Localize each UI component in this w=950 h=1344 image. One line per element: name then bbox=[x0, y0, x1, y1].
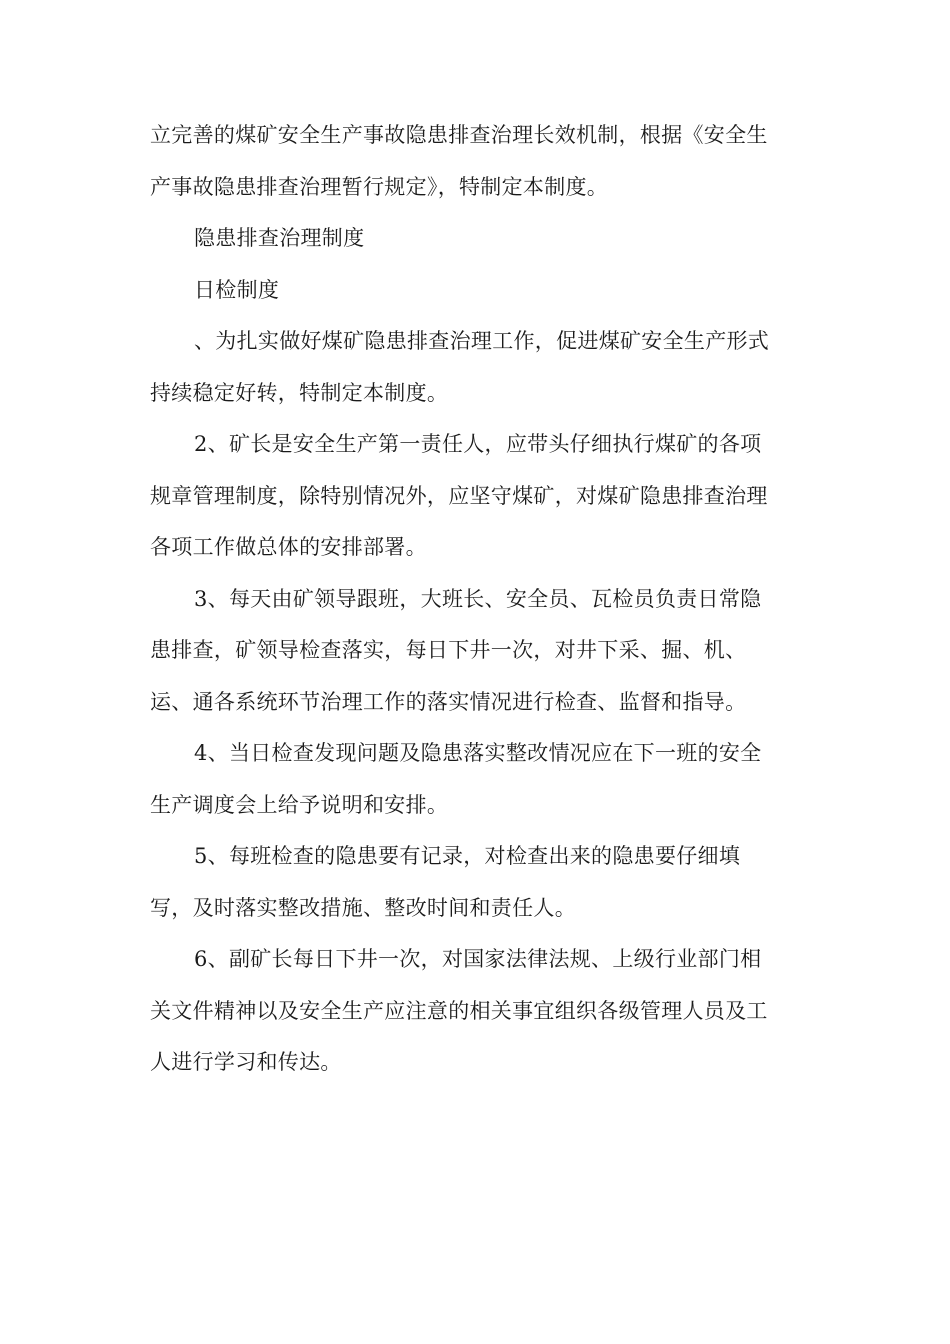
paragraph-heading-system bbox=[150, 213, 800, 265]
paragraph-item-1 bbox=[150, 316, 800, 419]
document-body bbox=[150, 110, 800, 1089]
text-line: 、为扎实做好煤矿隐患排查治理工作，促进煤矿安全生产形式 bbox=[194, 329, 770, 353]
text-line: 2、矿长是安全生产第一责任人，应带头仔细执行煤矿的各项 bbox=[194, 432, 762, 456]
text-line: 6、副矿长每日下井一次，对国家法律法规、上级行业部门相 bbox=[194, 947, 762, 971]
text-line: 写，及时落实整改措施、整改时间和责任人。 bbox=[150, 895, 576, 920]
text-line: 5、每班检查的隐患要有记录，对检查出来的隐患要仔细填 bbox=[194, 844, 741, 868]
text-line: 日检制度 bbox=[194, 277, 280, 302]
text-line: 规章管理制度，除特别情况外，应坚守煤矿，对煤矿隐患排查治理 bbox=[150, 483, 768, 508]
text-line: 产事故隐患排查治理暂行规定》，特制定本制度。 bbox=[150, 174, 609, 199]
text-line: 生产调度会上给予说明和安排。 bbox=[150, 792, 449, 817]
paragraph-item-2 bbox=[150, 419, 800, 574]
paragraph-intro bbox=[150, 110, 800, 213]
text-line: 立完善的煤矿安全生产事故隐患排查治理长效机制，根据《安全生 bbox=[150, 123, 768, 147]
paragraph-item-4 bbox=[150, 728, 800, 831]
text-line: 3、每天由矿领导跟班，大班长、安全员、瓦检员负责日常隐 bbox=[194, 586, 762, 611]
paragraph-heading-daily bbox=[150, 265, 800, 317]
text-line: 各项工作做总体的安排部署。 bbox=[150, 535, 427, 559]
text-line: 关文件精神以及安全生产应注意的相关事宜组织各级管理人员及工 bbox=[150, 998, 768, 1023]
paragraph-item-5 bbox=[150, 831, 800, 934]
paragraph-item-6 bbox=[150, 934, 800, 1089]
paragraph-item-3 bbox=[150, 574, 800, 729]
text-line: 人进行学习和传达。 bbox=[150, 1050, 342, 1074]
text-line: 隐患排查治理制度 bbox=[194, 226, 365, 250]
text-line: 持续稳定好转，特制定本制度。 bbox=[150, 380, 449, 405]
text-line: 4、当日检查发现问题及隐患落实整改情况应在下一班的安全 bbox=[194, 741, 762, 765]
text-line: 患排查，矿领导检查落实，每日下井一次，对井下采、掘、机、 bbox=[150, 638, 747, 662]
text-line: 运、通各系统环节治理工作的落实情况进行检查、监督和指导。 bbox=[150, 689, 747, 714]
